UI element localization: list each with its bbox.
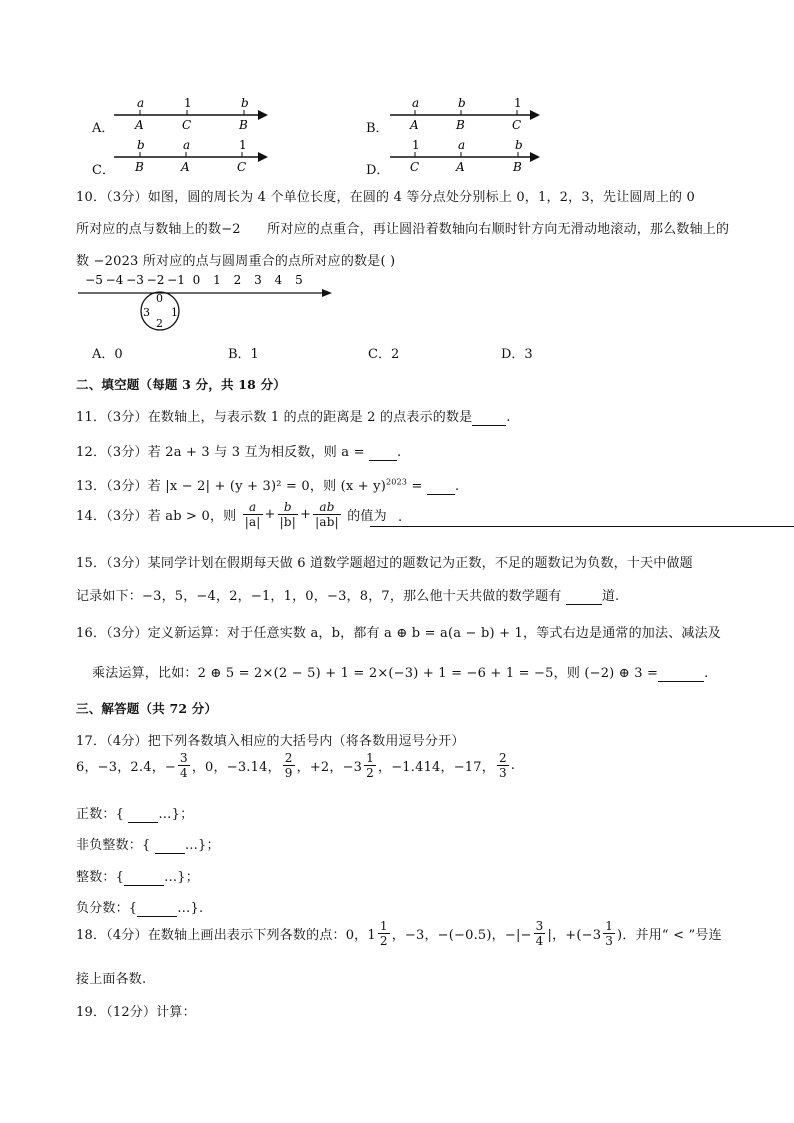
q9b-bottom-3: C — [512, 118, 522, 132]
q9d-bottom-3: B — [513, 160, 522, 174]
q18-pre: 18．（4分）在数轴上画出表示下列各数的点：0，1 — [76, 928, 376, 943]
q18-mid-1: ，−3，−(−0.5)，−|− — [391, 928, 532, 943]
q14-fraction-2 — [278, 500, 298, 529]
q13-period: . — [454, 479, 460, 494]
q11-blank — [472, 410, 506, 426]
q9c-top-2: a — [183, 138, 191, 152]
q14-f1-num: a — [243, 500, 263, 515]
q17-row-4-label: 负分数：{ — [76, 901, 138, 916]
q12-blank — [369, 445, 397, 461]
q12-text: 12．（3分）若 2a + 3 与 3 互为相反数，则 a = — [76, 445, 365, 460]
q18-line-2: 接上面各数. — [76, 972, 147, 987]
q10-axis-tick-label: 2 — [233, 273, 242, 287]
q13-blank — [427, 479, 455, 495]
q13-eq: = — [407, 479, 423, 494]
q17-row-neg-fraction — [76, 897, 203, 917]
q16-blank — [658, 666, 704, 682]
q14-f3-num: ab — [313, 500, 341, 515]
q12 — [76, 441, 401, 461]
q10-option-d: D．3 — [501, 347, 533, 362]
q17-row-1-blank — [128, 807, 158, 823]
q10-axis-tick-label: 5 — [295, 273, 303, 287]
q10-option-b: B．1 — [228, 347, 259, 362]
q17-numbers — [76, 751, 515, 780]
q9a-bottom-2: C — [182, 118, 192, 132]
q15-blank — [566, 589, 602, 605]
q14-value-label: 的值为 — [347, 509, 387, 524]
section-3-heading: 三、解答题（共 72 分） — [76, 701, 218, 716]
q9-option-d-label: D． — [366, 163, 390, 178]
q17-f2-num: 2 — [284, 751, 293, 765]
q10-axis-tick-label: 0 — [192, 273, 201, 287]
q18-f2-den: 4 — [535, 934, 544, 948]
q14-period: . — [398, 510, 403, 525]
q19-title: 19．（12分）计算： — [76, 1005, 196, 1020]
q14-text: 14．（3分）若 ab > 0，则 — [76, 509, 237, 524]
q9c-bottom-3: C — [237, 160, 247, 174]
q10-line-2: 所对应的点与数轴上的数−2 所对应的点重合，再让圆沿着数轴向右顺时针方向无滑动地滚动，那么数轴上的 — [76, 222, 730, 237]
q9-option-a-figure — [112, 93, 272, 133]
q18-fraction-1-2 — [378, 919, 390, 948]
q17-fraction-2-3 — [497, 751, 509, 780]
q17-nums-b: ，0，−3.14， — [191, 760, 281, 775]
q18-mid-2: |，+(−3 — [547, 928, 602, 943]
q17-f3-num: 1 — [366, 751, 374, 765]
q9b-bottom-1: A — [410, 118, 419, 132]
q10-axis-tick-label: −2 — [146, 273, 165, 287]
q10-axis-tick-label: 4 — [274, 273, 283, 287]
q17-row-3-tail: …}； — [164, 870, 199, 885]
q17-fraction-3-4 — [178, 751, 190, 780]
q9d-bottom-1: C — [410, 160, 420, 174]
q17-nums-d: ，−1.414，−17， — [378, 760, 495, 775]
q10-circle-bottom: 2 — [156, 317, 163, 330]
q11 — [76, 406, 511, 426]
q12-period: . — [397, 445, 402, 460]
q17-row-2-blank — [155, 838, 185, 854]
q16-example: 乘法运算，比如：2 ⊕ 5 = 2×(2 − 5) + 1 = 2×(−3) + 1 = −6 + 1 = −5，则 (−2) ⊕ 3 = — [92, 666, 659, 681]
q18-post: )．并用“ < ”号连 — [617, 928, 722, 943]
q9-option-a-label: A． — [92, 121, 115, 136]
q18-f3-den: 3 — [605, 934, 614, 948]
q10-option-c: C．2 — [368, 347, 400, 362]
q9b-bottom-2: B — [456, 118, 465, 132]
q11-period: . — [506, 410, 511, 425]
q13-text: 13．（3分）若 |x − 2| + (y + 3)² = 0，则 (x + y) — [76, 479, 386, 494]
q15-record: 记录如下：−3，5，−4，2，−1，1，0，−3，8，7，那么他十天共做的数学题有 — [76, 589, 562, 604]
q17-row-3-label: 整数：{ — [76, 870, 125, 885]
q18-f1-num: 1 — [379, 919, 388, 933]
q17-row-positive — [76, 803, 193, 823]
q16-period: . — [704, 666, 709, 681]
q17-row-2-label: 非负整数：{ — [76, 838, 151, 853]
q17-f2-den: 9 — [284, 766, 293, 780]
q10-circle-left: 3 — [143, 306, 150, 319]
q18-f1-den: 2 — [379, 934, 388, 948]
q10-option-a: A．0 — [92, 347, 123, 362]
q16-line-1: 16．（3分）定义新运算：对于任意实数 a，b，都有 a ⊕ b = a(a − b) + 1，等式右边是通常的加法、减法及 — [76, 626, 721, 641]
q16-line-2 — [92, 662, 708, 682]
q14-f1-den: |a| — [244, 515, 261, 529]
q9b-top-1: a — [412, 96, 420, 110]
q13 — [76, 475, 459, 495]
q18-fraction-3-4 — [534, 919, 546, 948]
q17-row-nonneg-int — [76, 834, 220, 854]
q13-exponent: 2023 — [386, 477, 408, 487]
q10-axis-tick-label: 3 — [254, 273, 262, 287]
q17-row-integer — [76, 866, 199, 886]
q10-circle-top: 0 — [156, 292, 163, 305]
q10-line-3: 数 −2023 所对应的点与圆周重合的点所对应的数是( ) — [76, 254, 396, 269]
q9a-top-1: a — [137, 96, 145, 110]
q9a-bottom-1: A — [135, 118, 144, 132]
q9-option-b-label: B． — [366, 121, 389, 136]
q14-f2-num: b — [278, 500, 298, 515]
q10-axis-tick-label: −1 — [167, 273, 185, 287]
q15-line-1: 15．（3分）某同学计划在假期每天做 6 道数学题超过的题数记为正数，不足的题数记为负数，十天中做题 — [76, 556, 693, 571]
section-2-heading: 二、填空题（每题 3 分，共 18 分） — [76, 377, 287, 392]
q10-circle-right: 1 — [171, 306, 178, 319]
q10-axis-tick-label: 1 — [213, 273, 221, 287]
q17-f1-num: 3 — [180, 751, 188, 765]
q17-nums-e: . — [510, 758, 516, 773]
q14-fraction-1 — [243, 500, 263, 529]
q9c-bottom-2: A — [181, 160, 190, 174]
q14-f3-den: |ab| — [315, 515, 339, 529]
q9-option-b-figure — [388, 93, 548, 133]
q9-option-c-label: C． — [92, 163, 115, 178]
q9-option-c-figure — [112, 135, 272, 175]
q18-line-1 — [76, 919, 722, 948]
q17-row-1-tail: …}； — [158, 807, 194, 822]
q17-row-1-label: 正数：{ — [76, 807, 125, 822]
q10-axis-tick-label: −4 — [105, 273, 124, 287]
q10-number-line-figure — [76, 268, 338, 334]
q9c-top-3: 1 — [239, 138, 247, 152]
q15-unit: 道. — [601, 589, 620, 604]
q9b-top-2: b — [458, 96, 466, 110]
q17-row-4-blank — [137, 901, 177, 917]
q9d-top-1: 1 — [412, 138, 420, 152]
q9d-top-3: b — [515, 138, 523, 152]
q17-nums-c: ，+2，−3 — [296, 760, 363, 775]
q17-title: 17．（4分）把下列各数填入相应的大括号内（将各数用逗号分开） — [76, 734, 465, 749]
q9b-top-3: 1 — [514, 96, 522, 110]
q17-f1-den: 4 — [180, 766, 188, 780]
q15-line-2 — [76, 585, 619, 605]
q14-answer-line — [370, 526, 794, 527]
q9c-bottom-1: B — [135, 160, 144, 174]
q17-row-4-tail: …}. — [177, 901, 204, 916]
q17-f3-den: 2 — [366, 766, 374, 780]
q17-fraction-2-9 — [283, 751, 295, 780]
q9a-top-3: b — [241, 96, 249, 110]
q17-row-2-tail: …}； — [184, 838, 220, 853]
q17-row-3-blank — [124, 870, 164, 886]
q10-line-1: 10．（3分）如图，圆的周长为 4 个单位长度，在圆的 4 等分点处分别标上 0，1，2，3，先让圆周上的 0 — [76, 190, 696, 205]
q17-nums-a: 6，−3，2.4，− — [76, 760, 177, 775]
q14-f2-den: |b| — [279, 515, 297, 529]
q18-f2-num: 3 — [535, 919, 544, 933]
q9-option-d-figure — [388, 135, 548, 175]
q18-f3-num: 1 — [605, 919, 614, 933]
q14: 14．（3分）若 ab > 0，则 $\frac{a}{|a|}$ + $\frac{b}{|b|}$ + $\frac{ab}{|ab|}$ 的值为 — [76, 500, 387, 529]
q9d-top-2: a — [458, 138, 466, 152]
q10-axis-tick-label: −5 — [85, 273, 103, 287]
q18-fraction-1-3 — [603, 919, 615, 948]
q14-fraction-3 — [313, 500, 341, 529]
q9c-top-1: b — [137, 138, 145, 152]
q9a-top-2: 1 — [184, 96, 192, 110]
q11-text: 11．（3分）在数轴上，与表示数 1 的点的距离是 2 的点表示的数是 — [76, 410, 473, 425]
q10-axis-tick-label: −3 — [126, 273, 144, 287]
q9a-bottom-3: B — [239, 118, 248, 132]
q17-f4-num: 2 — [498, 751, 507, 765]
q17-f4-den: 3 — [498, 766, 507, 780]
q9d-bottom-2: A — [456, 160, 465, 174]
q17-fraction-1-2 — [364, 751, 376, 780]
